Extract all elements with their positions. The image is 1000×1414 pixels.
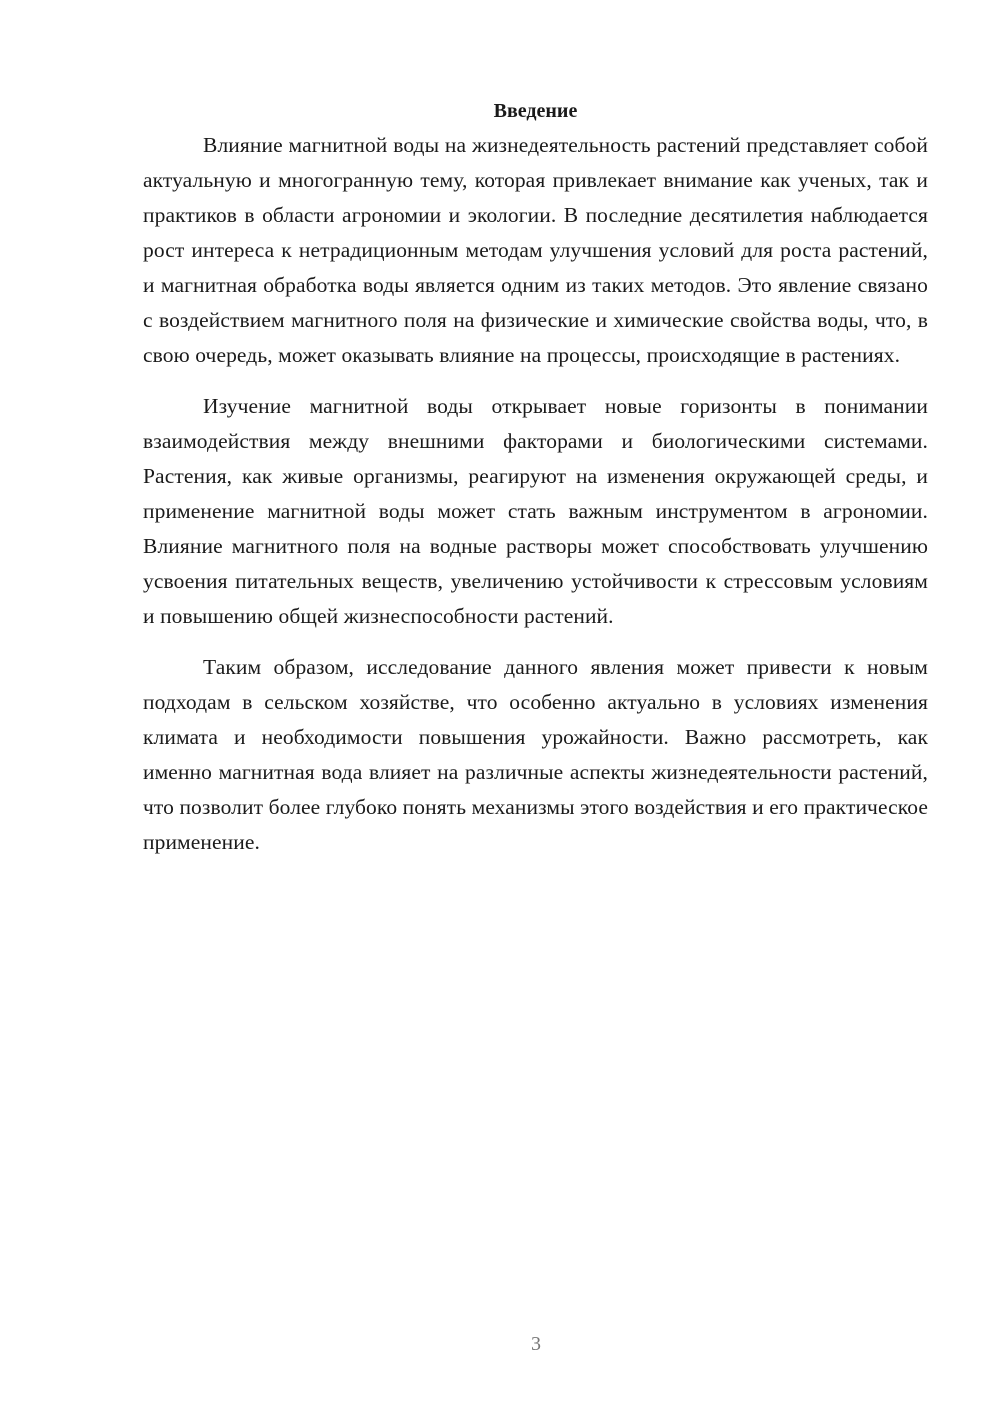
section-heading: Введение [493, 100, 578, 122]
paragraph-1: Влияние магнитной воды на жизнедеятельность растений представляет собой актуальную и многогранную тему, которая привлекает внимание как ученых, так и практиков в области агрономии и экологии. В последние десятилетия наблюдается рост интереса к нетрадиционным методам улучшения условий для роста растений, и магнитная обработка воды является одним из таких методов. Это явление связано с воздействием магнитного поля на физические и химические свойства воды, что, в свою очередь, может оказывать влияние на процессы, происходящие в растениях. [143, 133, 928, 367]
page-content [143, 96, 928, 876]
page-number: 3 [531, 1333, 541, 1355]
paragraph-2: Изучение магнитной воды открывает новые горизонты в понимании взаимодействия между внешними факторами и биологическими системами. Растения, как живые организмы, реагируют на изменения окружающей среды, и применение магнитной воды может стать важным инструментом в агрономии. Влияние магнитного поля на водные растворы может способствовать улучшению усвоения питательных веществ, увеличению устойчивости к стрессовым условиям и повышению общей жизнеспособности растений. [143, 394, 928, 628]
paragraph-3: Таким образом, исследование данного явления может привести к новым подходам в сельском хозяйстве, что особенно актуально в условиях изменения климата и необходимости повышения урожайности. Важно рассмотреть, как именно магнитная вода влияет на различные аспекты жизнедеятельности растений, что позволит более глубоко понять механизмы этого воздействия и его практическое применение. [143, 655, 928, 854]
